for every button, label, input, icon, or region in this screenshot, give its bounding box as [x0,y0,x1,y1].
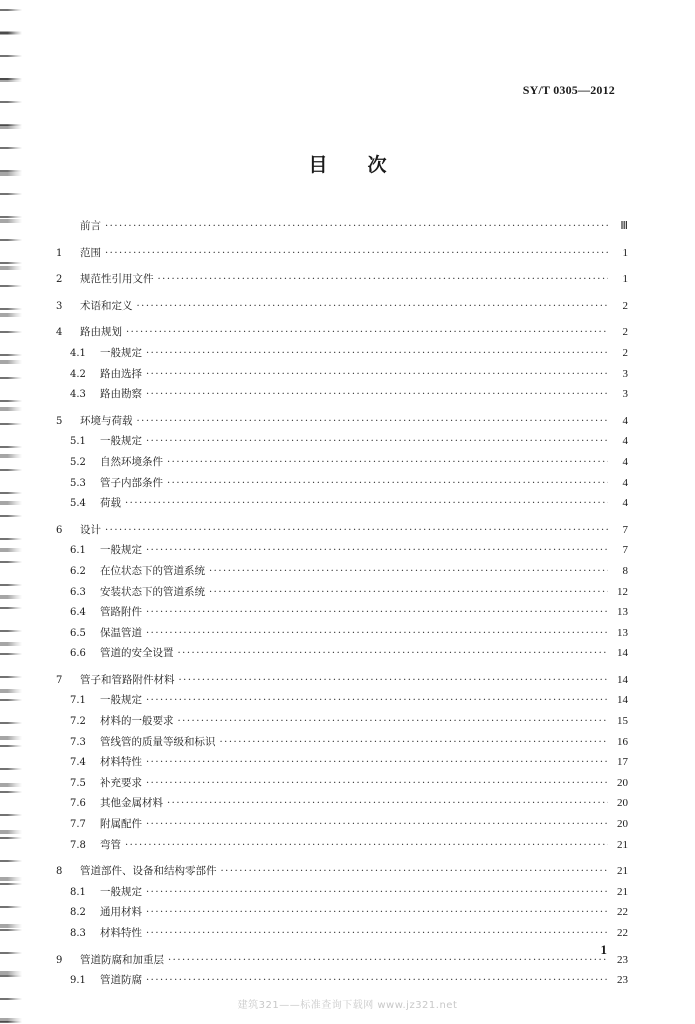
toc-entry-page: 23 [617,953,628,966]
toc-subentry[interactable] [56,773,628,794]
toc-entry-number: 7.7 [70,819,86,831]
toc-entry-number: 6.6 [70,648,86,660]
toc-entry-page: 4 [622,497,628,510]
toc-entry-label: 一般规定 [100,885,142,898]
toc-entry-label: 弯管 [100,838,121,851]
toc-leader-dots [167,794,608,815]
page-number: 1 [600,942,607,957]
toc-entry-page: 21 [617,865,628,878]
toc-entry-page: 2 [622,346,628,359]
toc-entry-page: 12 [617,585,628,598]
toc-leader-dots [146,815,608,836]
toc-leader-dots [146,541,608,562]
toc-subentry[interactable] [56,540,628,561]
toc-entry-number: 2 [56,274,63,286]
toc-entry-page: 7 [622,523,628,536]
toc-subentry[interactable] [56,882,628,903]
toc-entry-page: 16 [617,735,628,748]
toc-entry-page: 14 [617,647,628,660]
toc-entry-label: 管道防腐 [100,974,142,987]
toc-entry-page: 4 [622,435,628,448]
toc-entry-number: 7.3 [70,736,86,748]
toc-entry-number: 9 [56,954,63,966]
toc-subentry[interactable] [56,602,628,623]
toc-entry-label: 设计 [80,523,101,536]
toc-entry-number: 6.5 [70,627,86,639]
toc-entry[interactable] [56,243,628,264]
toc-entry-page: 7 [622,544,628,557]
toc-leader-dots [146,691,608,712]
toc-entry-label: 一般规定 [100,694,142,707]
toc-entry-label: 其他金属材料 [100,797,163,810]
toc-entry-number: 5.3 [70,477,86,489]
toc-entry-label: 一般规定 [100,346,142,359]
toc-leader-dots [209,562,608,583]
toc-entry-label: 安装状态下的管道系统 [100,585,205,598]
toc-entry-number: 9.1 [70,975,86,987]
toc-subentry[interactable] [56,732,628,753]
toc-subentry[interactable] [56,643,628,664]
toc-entry-label: 附属配件 [100,818,142,831]
toc-entry[interactable] [56,520,628,541]
toc-entry-number: 5.2 [70,456,86,468]
toc-entry-page: 20 [617,818,628,831]
toc-entry-label: 保温管道 [100,626,142,639]
toc-entry-label: 规范性引用文件 [80,273,154,286]
toc-entry-page: Ⅲ [620,220,628,232]
toc-entry-number: 7.1 [70,695,86,707]
toc-leader-dots [137,412,609,433]
toc-subentry[interactable] [56,690,628,711]
toc-entry-number: 7.8 [70,839,86,851]
toc-leader-dots [146,365,608,386]
toc-entry-page: 14 [617,673,628,686]
toc-leader-dots [209,583,608,604]
toc-entry-label: 自然环境条件 [100,455,163,468]
toc-entry-page: 4 [622,455,628,468]
toc-leader-dots [125,836,608,857]
toc-entry-label: 前言 [80,220,101,232]
toc-entry-number: 6 [56,524,63,536]
toc-entry-label: 术语和定义 [80,299,133,312]
toc-entry-page: 3 [622,367,628,380]
toc-subentry[interactable] [56,623,628,644]
toc-subentry[interactable] [56,384,628,405]
toc-entry-number: 4 [56,327,63,339]
page-title-char-1: 目 [308,154,328,176]
toc-entry-page: 4 [622,414,628,427]
toc-entry-label: 路由选择 [100,367,142,380]
toc-leader-dots [105,217,608,238]
toc-entry-number: 8 [56,866,63,878]
toc-entry-number: 5.1 [70,436,86,448]
toc-entry-label: 管路附件 [100,606,142,619]
toc-leader-dots [146,624,608,645]
toc-leader-dots [158,270,609,291]
toc-subentry[interactable] [56,364,628,385]
toc-entry-number: 7 [56,674,63,686]
toc-subentry[interactable] [56,431,628,452]
toc-entry-page: 13 [617,606,628,619]
toc-entry-number: 3 [56,300,63,312]
toc-subentry[interactable] [56,902,628,923]
toc-entry-page: 22 [617,906,628,919]
toc-entry-number: 8.1 [70,886,86,898]
toc-entry-number: 1 [56,247,63,259]
toc-entry[interactable] [56,269,628,290]
toc-entry-number: 6.3 [70,586,86,598]
toc-leader-dots [221,862,609,883]
toc-entry-page: 21 [617,838,628,851]
toc-leader-dots [146,971,608,992]
toc-leader-dots [146,924,608,945]
toc-entry-label: 管道防腐和加重层 [80,953,164,966]
toc-subentry[interactable] [56,561,628,582]
toc-leader-dots [126,323,608,344]
toc-subentry[interactable] [56,711,628,732]
toc-entry-page: 2 [622,299,628,312]
toc-entry-label: 补充要求 [100,776,142,789]
toc-subentry[interactable] [56,970,628,991]
toc-entry-number: 6.4 [70,607,86,619]
toc-entry-number: 8.2 [70,907,86,919]
toc-leader-dots [167,474,608,495]
toc-leader-dots [146,432,608,453]
toc-entry[interactable] [56,950,628,971]
toc-entry-label: 路由勘察 [100,388,142,401]
toc-entry-label: 在位状态下的管道系统 [100,564,205,577]
toc-entry-number: 6.2 [70,565,86,577]
toc-subentry[interactable] [56,835,628,856]
toc-entry-label: 管子和管路附件材料 [80,673,175,686]
toc-entry-page: 15 [617,715,628,728]
toc-leader-dots [179,671,609,692]
toc-entry-page: 20 [617,776,628,789]
toc-leader-dots [125,494,608,515]
toc-leader-dots [146,903,608,924]
toc-subentry[interactable] [56,923,628,944]
toc-leader-dots [137,297,609,318]
toc-leader-dots [168,951,608,972]
toc-entry-label: 环境与荷载 [80,414,133,427]
toc-entry-page: 8 [622,564,628,577]
toc-subentry[interactable] [56,793,628,814]
toc-leader-dots [146,774,608,795]
toc-entry-number: 7.4 [70,757,86,769]
toc-entry-label: 材料特性 [100,927,142,939]
toc-entry-page: 2 [622,326,628,339]
table-of-contents [56,216,628,991]
toc-entry-page: 3 [622,388,628,401]
toc-entry-page: 4 [622,476,628,489]
toc-leader-dots [146,883,608,904]
toc-entry-label: 一般规定 [100,544,142,557]
page-title-char-2: 次 [367,154,387,176]
toc-entry-page: 1 [622,246,628,259]
toc-entry-label: 材料的一般要求 [100,715,174,728]
toc-leader-dots [146,385,608,406]
toc-entry-label: 荷载 [100,497,121,510]
toc-entry-number: 8.3 [70,928,86,939]
toc-leader-dots [146,753,608,774]
toc-entry-page: 14 [617,694,628,707]
toc-entry-page: 1 [622,273,628,286]
toc-entry-number: 6.1 [70,545,86,557]
toc-entry-number: 4.1 [70,347,86,359]
toc-entry-number: 7.2 [70,716,86,728]
toc-entry-number: 5.4 [70,498,86,510]
toc-entry-number: 5 [56,415,63,427]
toc-subentry[interactable] [56,452,628,473]
toc-entry-number: 4.3 [70,389,86,401]
standard-code: SY/T 0305—2012 [522,83,615,97]
toc-entry-label: 路由规划 [80,326,122,339]
toc-entry-number: 7.6 [70,798,86,810]
toc-leader-dots [146,603,608,624]
toc-entry-page: 21 [617,885,628,898]
toc-entry-label: 通用材料 [100,906,142,919]
toc-entry-label: 范围 [80,246,101,259]
toc-subentry[interactable] [56,582,628,603]
toc-leader-dots [105,244,608,265]
toc-entry-page: 22 [617,927,628,939]
toc-entry[interactable] [56,216,628,237]
toc-entry-label: 管道部件、设备和结构零部件 [80,865,217,878]
toc-entry-label: 管子内部条件 [100,476,163,489]
toc-subentry[interactable] [56,343,628,364]
toc-leader-dots [178,644,609,665]
watermark: 建筑321——标准查询下载网 www.jz321.net [237,1000,458,1011]
toc-entry[interactable] [56,861,628,882]
toc-subentry[interactable] [56,473,628,494]
toc-leader-dots [167,453,608,474]
toc-entry[interactable] [56,322,628,343]
toc-entry-page: 17 [617,756,628,769]
toc-entry-number: 4.2 [70,368,86,380]
toc-entry[interactable] [56,296,628,317]
page-title [0,150,695,177]
toc-entry-label: 材料特性 [100,756,142,769]
toc-leader-dots [220,733,609,754]
toc-entry[interactable] [56,411,628,432]
toc-entry-label: 一般规定 [100,435,142,448]
toc-entry-label: 管线管的质量等级和标识 [100,735,216,748]
toc-entry-page: 13 [617,626,628,639]
toc-entry[interactable] [56,670,628,691]
toc-entry-page: 23 [617,974,628,987]
toc-subentry[interactable] [56,493,628,514]
toc-leader-dots [178,712,609,733]
toc-leader-dots [146,344,608,365]
toc-subentry[interactable] [56,752,628,773]
toc-entry-page: 20 [617,797,628,810]
toc-subentry[interactable] [56,814,628,835]
toc-entry-label: 管道的安全设置 [100,647,174,660]
toc-leader-dots [105,521,608,542]
toc-entry-number: 7.5 [70,777,86,789]
